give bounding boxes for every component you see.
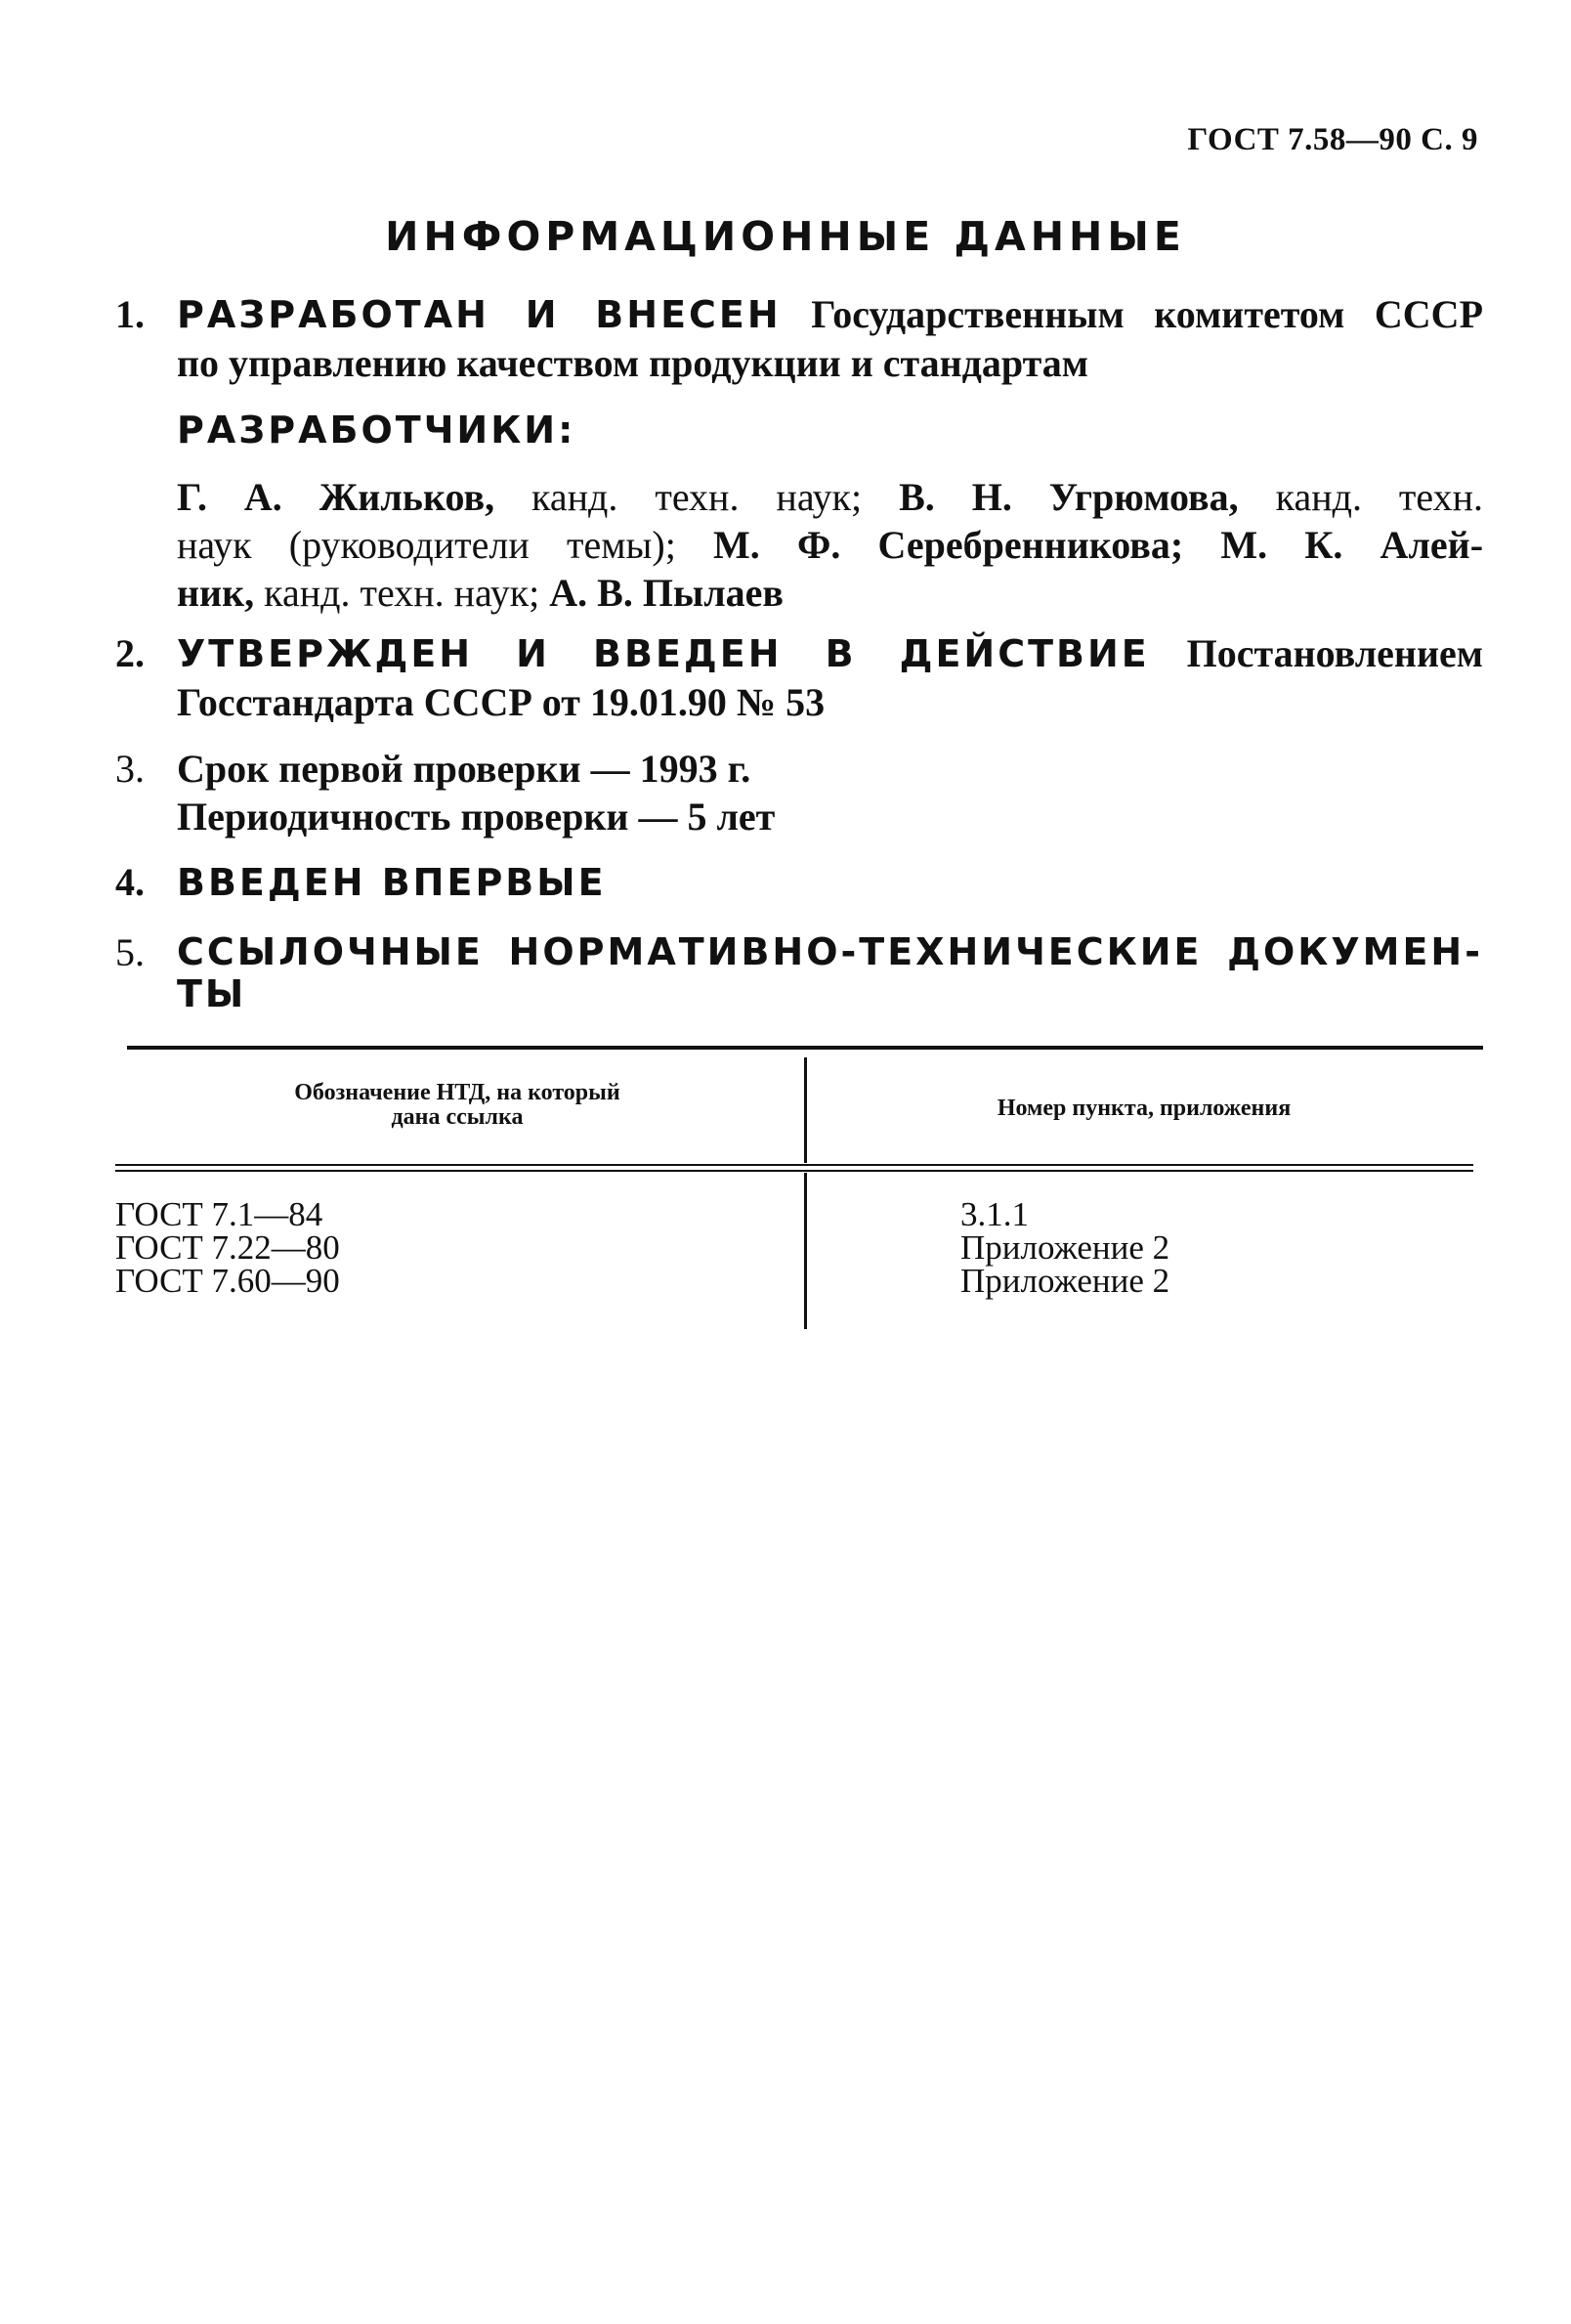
developer-name: В. Н. Угрюмова, (899, 475, 1239, 519)
table-cell-ntd: ГОСТ 7.22—80 (115, 1228, 340, 1267)
developers-list (177, 473, 1483, 617)
table-header-rule (115, 1170, 1473, 1172)
section-item-2 (115, 629, 1483, 726)
developers-line-2 (177, 521, 1483, 569)
table-column-ntd (115, 1195, 340, 1300)
item-1-text: Государственным комитетом СССР (811, 292, 1483, 336)
section-item-1 (115, 290, 1483, 387)
section-item-3 (115, 745, 1483, 840)
item-number: 1. (115, 292, 145, 336)
item-2-heading: УТВЕРЖДЕН И ВВЕДЕН В ДЕЙСТВИЕ (177, 632, 1150, 675)
page-title: ИНФОРМАЦИОННЫЕ ДАННЫЕ (385, 213, 1186, 260)
developers-line-3 (177, 569, 1483, 617)
item-1-heading: РАЗРАБОТАН И ВНЕСЕН (177, 293, 782, 336)
developer-credentials: канд. техн. (1275, 475, 1484, 519)
developer-credentials: канд. техн. наук; (264, 571, 540, 615)
table-header-clause: Номер пункта, приложения (997, 1096, 1292, 1121)
table-header-ntd (154, 1081, 760, 1130)
item-4-heading: ВВЕДЕН ВПЕРВЫЕ (177, 861, 607, 904)
table-cell-ntd: ГОСТ 7.1—84 (115, 1195, 323, 1233)
item-5-heading-cont: ТЫ (177, 972, 247, 1015)
table-header-rule (115, 1164, 1473, 1166)
running-head: ГОСТ 7.58—90 С. 9 (1187, 122, 1478, 157)
developer-credentials: канд. техн. наук; (531, 475, 863, 519)
section-item-4 (115, 858, 1483, 907)
table-column-clause (960, 1195, 1170, 1300)
table-column-divider (804, 1173, 807, 1329)
developers-line-1 (177, 473, 1483, 521)
item-2-text: Постановлением (1186, 631, 1483, 675)
table-header-ntd-line-1: Обозначение НТД, на который (294, 1080, 620, 1105)
developers-heading: РАЗРАБОТЧИКИ: (177, 409, 576, 452)
developer-name: М. К. Алей- (1220, 523, 1484, 567)
table-header-ntd-line-2: дана ссылка (391, 1104, 524, 1130)
item-3-line-2: Периодичность проверки — 5 лет (177, 795, 776, 839)
table-cell-clause: 3.1.1 (960, 1195, 1029, 1233)
developer-name: А. В. Пылаев (549, 571, 784, 615)
table-cell-ntd: ГОСТ 7.60—90 (115, 1262, 340, 1300)
item-number: 5. (115, 930, 145, 974)
item-2-line-1 (177, 629, 1483, 678)
developer-name: Г. А. Жильков, (177, 475, 495, 519)
item-number: 3. (115, 747, 145, 791)
item-3-line-1: Срок первой проверки — 1993 г. (177, 747, 751, 791)
table-cell-clause: Приложение 2 (960, 1262, 1170, 1300)
item-2-text-cont: Госстандарта СССР от 19.01.90 № 53 (177, 680, 826, 724)
developer-name: ник, (177, 571, 255, 615)
item-number: 4. (115, 860, 145, 904)
item-5-heading: ССЫЛОЧНЫЕ НОРМАТИВНО-ТЕХНИЧЕСКИЕ ДОКУМЕН- (177, 930, 1483, 973)
section-item-5 (115, 928, 1483, 1015)
table-cell-clause: Приложение 2 (960, 1228, 1170, 1267)
item-number: 2. (115, 631, 145, 675)
developer-credentials: наук (руководители темы); (177, 523, 676, 567)
developer-name: М. Ф. Серебренникова; (713, 523, 1184, 567)
item-1-text-cont: по управлению качеством продукции и стандартам (177, 341, 1089, 385)
table-top-rule (127, 1046, 1483, 1050)
item-1-line-1 (177, 290, 1483, 339)
